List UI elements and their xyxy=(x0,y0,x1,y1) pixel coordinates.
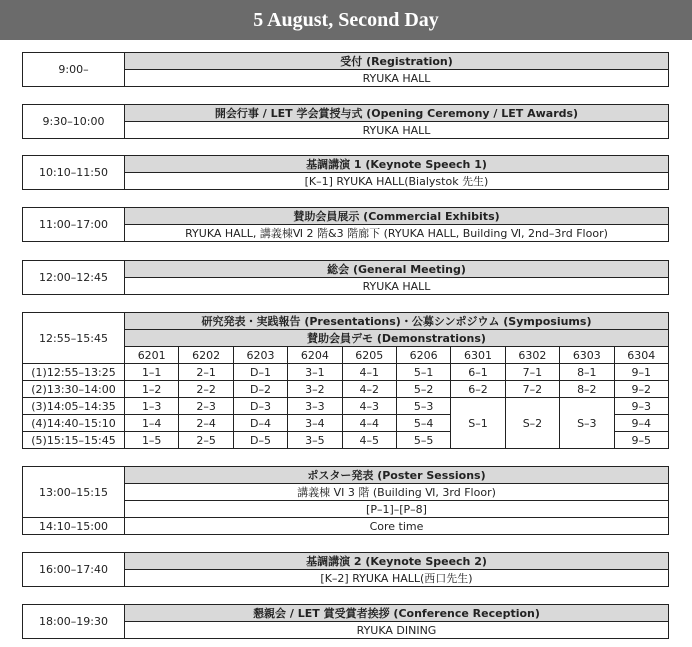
session-cell: 6–1 xyxy=(451,364,505,381)
session-cell: 1–5 xyxy=(125,432,179,449)
slot-time: (2)13:30–14:00 xyxy=(23,381,125,398)
room-header: 6206 xyxy=(396,347,450,364)
core-time-label: Core time xyxy=(125,518,669,535)
session-cell: 6–2 xyxy=(451,381,505,398)
session-cell: 5–3 xyxy=(396,398,450,415)
session-cell: 9–2 xyxy=(614,381,668,398)
room-header: 6303 xyxy=(560,347,614,364)
session-cell: 3–3 xyxy=(288,398,342,415)
room-header: 6304 xyxy=(614,347,668,364)
session-cell: 1–2 xyxy=(125,381,179,398)
session-cell: 5–5 xyxy=(396,432,450,449)
keynote2-place: [K–2] RYUKA HALL(西口先生) xyxy=(125,570,669,587)
slot-time: (1)12:55–13:25 xyxy=(23,364,125,381)
keynote1-title: 基調講演 1 (Keynote Speech 1) xyxy=(125,156,669,173)
session-cell: D–4 xyxy=(233,415,287,432)
general-title: 総会 (General Meeting) xyxy=(125,261,669,278)
symposium-cell: S–2 xyxy=(505,398,559,449)
reception-block xyxy=(22,604,669,639)
session-cell: D–3 xyxy=(233,398,287,415)
registration-title: 受付 (Registration) xyxy=(125,53,669,70)
session-cell: 3–5 xyxy=(288,432,342,449)
exhibits-place: RYUKA HALL, 講義棟Ⅵ 2 階&3 階廊下 (RYUKA HALL, Building Ⅵ, 2nd–3rd Floor) xyxy=(125,225,669,242)
poster-ids: [P–1]–[P–8] xyxy=(125,501,669,518)
core-time-slot: 14:10–15:00 xyxy=(23,518,125,535)
session-cell: 7–2 xyxy=(505,381,559,398)
keynote1-time: 10:10–11:50 xyxy=(23,156,125,190)
reception-title: 懇親会 / LET 賞受賞者挨拶 (Conference Reception) xyxy=(125,605,669,622)
session-cell: D–2 xyxy=(233,381,287,398)
session-cell: 1–4 xyxy=(125,415,179,432)
exhibits-block xyxy=(22,207,669,242)
session-cell: 5–4 xyxy=(396,415,450,432)
room-header: 6205 xyxy=(342,347,396,364)
poster-title: ポスター発表 (Poster Sessions) xyxy=(125,467,669,484)
presentations-time: 12:55–15:45 xyxy=(23,313,125,364)
page-title: 5 August, Second Day xyxy=(0,0,692,40)
poster-block xyxy=(22,466,669,535)
demonstrations-title: 賛助会員デモ (Demonstrations) xyxy=(125,330,669,347)
registration-place: RYUKA HALL xyxy=(125,70,669,87)
session-cell: 5–1 xyxy=(396,364,450,381)
session-cell: D–5 xyxy=(233,432,287,449)
session-cell: 1–3 xyxy=(125,398,179,415)
session-cell: 2–3 xyxy=(179,398,233,415)
session-cell: 2–1 xyxy=(179,364,233,381)
slot-time: (5)15:15–15:45 xyxy=(23,432,125,449)
session-cell: 4–3 xyxy=(342,398,396,415)
keynote1-place: [K–1] RYUKA HALL(Bialystok 先生) xyxy=(125,173,669,190)
session-cell: 3–1 xyxy=(288,364,342,381)
opening-place: RYUKA HALL xyxy=(125,122,669,139)
keynote2-time: 16:00–17:40 xyxy=(23,553,125,587)
session-cell: 9–4 xyxy=(614,415,668,432)
session-cell: 1–1 xyxy=(125,364,179,381)
session-cell: 8–2 xyxy=(560,381,614,398)
session-cell: 4–5 xyxy=(342,432,396,449)
opening-title: 開会行事 / LET 学会賞授与式 (Opening Ceremony / LET Awards) xyxy=(125,105,669,122)
slot-time: (4)14:40–15:10 xyxy=(23,415,125,432)
session-cell: 9–5 xyxy=(614,432,668,449)
session-cell: 2–5 xyxy=(179,432,233,449)
session-cell: 7–1 xyxy=(505,364,559,381)
room-header: 6201 xyxy=(125,347,179,364)
reception-place: RYUKA DINING xyxy=(125,622,669,639)
session-cell: 2–2 xyxy=(179,381,233,398)
poster-time: 13:00–15:15 xyxy=(23,467,125,518)
session-cell: 5–2 xyxy=(396,381,450,398)
general-place: RYUKA HALL xyxy=(125,278,669,295)
registration-time: 9:00– xyxy=(23,53,125,87)
registration-block xyxy=(22,52,669,87)
session-cell: 3–4 xyxy=(288,415,342,432)
symposium-cell: S–3 xyxy=(560,398,614,449)
exhibits-title: 賛助会員展示 (Commercial Exhibits) xyxy=(125,208,669,225)
room-header: 6301 xyxy=(451,347,505,364)
session-cell: 4–4 xyxy=(342,415,396,432)
room-header: 6202 xyxy=(179,347,233,364)
room-header: 6203 xyxy=(233,347,287,364)
symposium-cell: S–1 xyxy=(451,398,505,449)
general-block xyxy=(22,260,669,295)
session-cell: 2–4 xyxy=(179,415,233,432)
opening-block xyxy=(22,104,669,139)
slot-time: (3)14:05–14:35 xyxy=(23,398,125,415)
keynote2-block xyxy=(22,552,669,587)
poster-place: 講義棟 VI 3 階 (Building Ⅵ, 3rd Floor) xyxy=(125,484,669,501)
session-cell: 4–1 xyxy=(342,364,396,381)
keynote1-block xyxy=(22,155,669,190)
session-cell: 9–3 xyxy=(614,398,668,415)
keynote2-title: 基調講演 2 (Keynote Speech 2) xyxy=(125,553,669,570)
room-header: 6204 xyxy=(288,347,342,364)
presentations-title: 研究発表・実践報告 (Presentations)・公募シンポジウム (Symposiums) xyxy=(125,313,669,330)
session-cell: 9–1 xyxy=(614,364,668,381)
opening-time: 9:30–10:00 xyxy=(23,105,125,139)
exhibits-time: 11:00–17:00 xyxy=(23,208,125,242)
reception-time: 18:00–19:30 xyxy=(23,605,125,639)
session-cell: 8–1 xyxy=(560,364,614,381)
session-cell: 4–2 xyxy=(342,381,396,398)
session-cell: 3–2 xyxy=(288,381,342,398)
session-cell: D–1 xyxy=(233,364,287,381)
room-header: 6302 xyxy=(505,347,559,364)
general-time: 12:00–12:45 xyxy=(23,261,125,295)
presentations-block xyxy=(22,312,669,449)
